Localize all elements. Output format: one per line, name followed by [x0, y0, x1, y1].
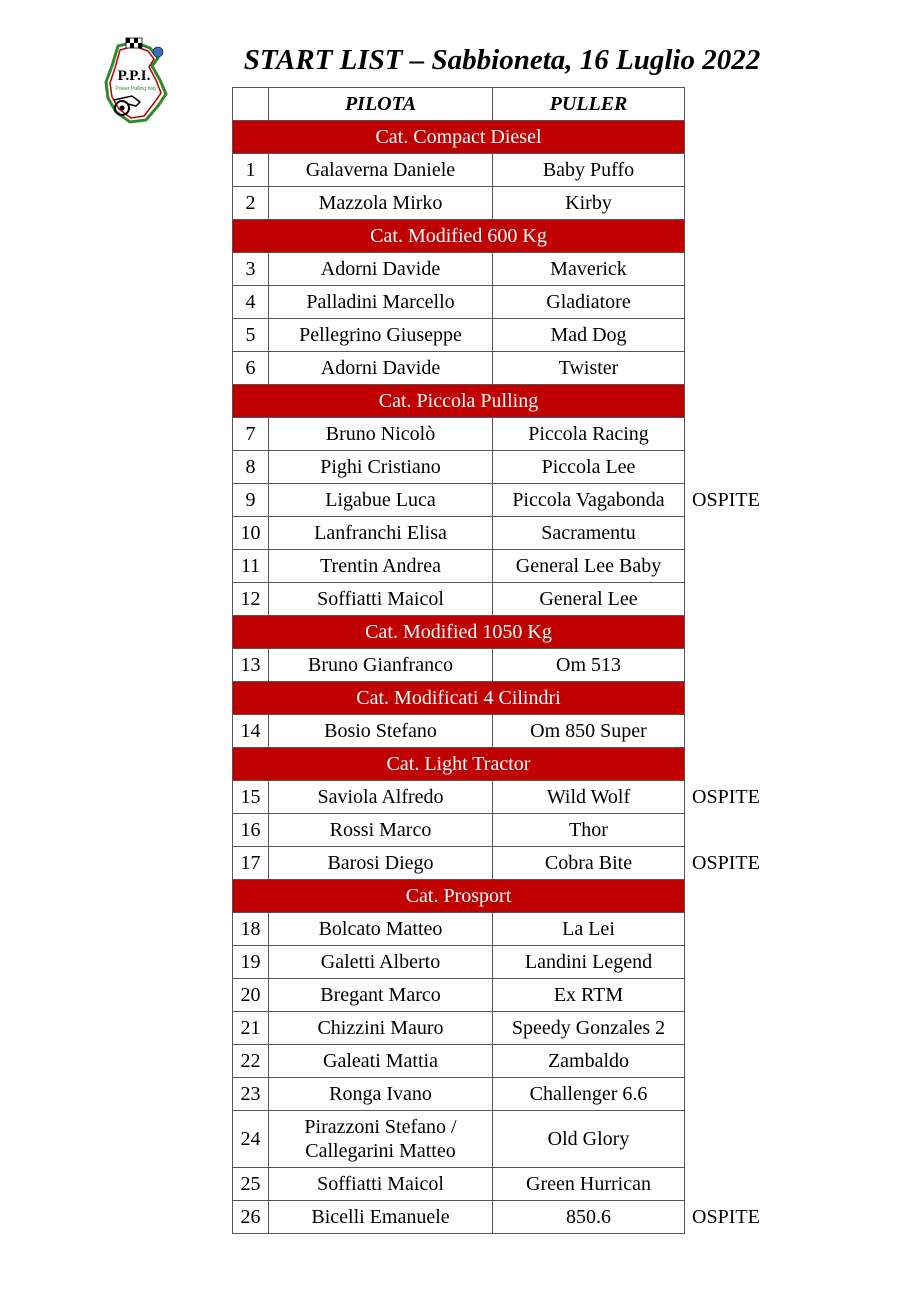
- cell-num: 8: [233, 451, 269, 484]
- table-row: [233, 418, 685, 451]
- cell-pilota: Lanfranchi Elisa: [269, 517, 493, 550]
- table-row: [233, 814, 685, 847]
- table-row: [233, 1168, 685, 1201]
- header-row: [233, 88, 685, 121]
- cell-puller: Challenger 6.6: [493, 1078, 685, 1111]
- cell-num: 5: [233, 319, 269, 352]
- cell-puller: Ex RTM: [493, 979, 685, 1012]
- cell-pilota: Mazzola Mirko: [269, 187, 493, 220]
- table-row: [233, 1201, 685, 1234]
- table-row: [233, 1111, 685, 1168]
- cell-puller: Gladiatore: [493, 286, 685, 319]
- category-label: Cat. Modified 1050 Kg: [233, 616, 685, 649]
- category-row: [233, 121, 685, 154]
- cell-pilota: Ronga Ivano: [269, 1078, 493, 1111]
- table-row: [233, 352, 685, 385]
- cell-num: 11: [233, 550, 269, 583]
- category-row: [233, 220, 685, 253]
- table-row: [233, 649, 685, 682]
- cell-pilota: Galetti Alberto: [269, 946, 493, 979]
- ppi-logo: [100, 36, 174, 126]
- header-pilota: PILOTA: [269, 88, 493, 121]
- cell-pilota: Bicelli Emanuele: [269, 1201, 493, 1234]
- cell-num: 23: [233, 1078, 269, 1111]
- cell-puller: Piccola Racing: [493, 418, 685, 451]
- header-puller: PULLER: [493, 88, 685, 121]
- page-title: START LIST – Sabbioneta, 16 Luglio 2022: [243, 44, 761, 76]
- cell-puller: Twister: [493, 352, 685, 385]
- cell-num: 4: [233, 286, 269, 319]
- table-row: [233, 517, 685, 550]
- cell-pilota: Palladini Marcello: [269, 286, 493, 319]
- table-row: [233, 913, 685, 946]
- category-label: Cat. Compact Diesel: [233, 121, 685, 154]
- header-num: [233, 88, 269, 121]
- guest-note: OSPITE: [692, 785, 760, 808]
- cell-pilota: Bolcato Matteo: [269, 913, 493, 946]
- table-row: [233, 319, 685, 352]
- cell-puller: Speedy Gonzales 2: [493, 1012, 685, 1045]
- cell-num: 17: [233, 847, 269, 880]
- cell-num: 7: [233, 418, 269, 451]
- cell-puller: Cobra Bite: [493, 847, 685, 880]
- cell-puller: Thor: [493, 814, 685, 847]
- cell-puller: Kirby: [493, 187, 685, 220]
- table-row: [233, 979, 685, 1012]
- cell-pilota: Bosio Stefano: [269, 715, 493, 748]
- cell-puller: Sacramentu: [493, 517, 685, 550]
- category-label: Cat. Light Tractor: [233, 748, 685, 781]
- cell-pilota: Pighi Cristiano: [269, 451, 493, 484]
- table-row: [233, 187, 685, 220]
- cell-num: 14: [233, 715, 269, 748]
- category-row: [233, 682, 685, 715]
- cell-num: 10: [233, 517, 269, 550]
- cell-puller: 850.6: [493, 1201, 685, 1234]
- cell-num: 25: [233, 1168, 269, 1201]
- cell-pilota: Pellegrino Giuseppe: [269, 319, 493, 352]
- cell-pilota: Saviola Alfredo: [269, 781, 493, 814]
- cell-pilota: Pirazzoni Stefano / Callegarini Matteo: [269, 1111, 493, 1168]
- svg-text:P.P.I.: P.P.I.: [117, 68, 151, 84]
- table-row: [233, 550, 685, 583]
- cell-num: 9: [233, 484, 269, 517]
- table-row: [233, 154, 685, 187]
- cell-puller: Piccola Lee: [493, 451, 685, 484]
- table-row: [233, 847, 685, 880]
- category-row: [233, 385, 685, 418]
- cell-puller: Landini Legend: [493, 946, 685, 979]
- cell-pilota: Bregant Marco: [269, 979, 493, 1012]
- cell-puller: Om 850 Super: [493, 715, 685, 748]
- cell-num: 13: [233, 649, 269, 682]
- table-row: [233, 715, 685, 748]
- guest-note: OSPITE: [692, 1205, 760, 1228]
- cell-pilota: Bruno Nicolò: [269, 418, 493, 451]
- category-row: [233, 880, 685, 913]
- cell-num: 21: [233, 1012, 269, 1045]
- cell-num: 18: [233, 913, 269, 946]
- table-row: [233, 451, 685, 484]
- table-row: [233, 1045, 685, 1078]
- start-list-table: [232, 87, 685, 1234]
- cell-pilota: Ligabue Luca: [269, 484, 493, 517]
- cell-pilota: Adorni Davide: [269, 352, 493, 385]
- cell-num: 19: [233, 946, 269, 979]
- table-row: [233, 1012, 685, 1045]
- cell-num: 16: [233, 814, 269, 847]
- cell-num: 20: [233, 979, 269, 1012]
- cell-pilota: Galaverna Daniele: [269, 154, 493, 187]
- table-row: [233, 286, 685, 319]
- table-row: [233, 946, 685, 979]
- cell-pilota: Barosi Diego: [269, 847, 493, 880]
- category-row: [233, 748, 685, 781]
- cell-puller: Zambaldo: [493, 1045, 685, 1078]
- cell-puller: Old Glory: [493, 1111, 685, 1168]
- cell-puller: Maverick: [493, 253, 685, 286]
- table-row: [233, 583, 685, 616]
- cell-num: 26: [233, 1201, 269, 1234]
- cell-puller: General Lee: [493, 583, 685, 616]
- cell-puller: Green Hurrican: [493, 1168, 685, 1201]
- category-label: Cat. Modified 600 Kg: [233, 220, 685, 253]
- cell-pilota: Trentin Andrea: [269, 550, 493, 583]
- table-row: [233, 253, 685, 286]
- cell-pilota: Chizzini Mauro: [269, 1012, 493, 1045]
- cell-pilota: Rossi Marco: [269, 814, 493, 847]
- cell-num: 2: [233, 187, 269, 220]
- guest-note: OSPITE: [692, 851, 760, 874]
- cell-num: 6: [233, 352, 269, 385]
- cell-num: 22: [233, 1045, 269, 1078]
- cell-puller: Baby Puffo: [493, 154, 685, 187]
- cell-puller: Piccola Vagabonda: [493, 484, 685, 517]
- cell-puller: Om 513: [493, 649, 685, 682]
- table-row: [233, 484, 685, 517]
- category-label: Cat. Modificati 4 Cilindri: [233, 682, 685, 715]
- table-row: [233, 781, 685, 814]
- cell-puller: General Lee Baby: [493, 550, 685, 583]
- cell-num: 1: [233, 154, 269, 187]
- cell-pilota: Soffiatti Maicol: [269, 1168, 493, 1201]
- category-label: Cat. Prosport: [233, 880, 685, 913]
- cell-pilota: Adorni Davide: [269, 253, 493, 286]
- cell-num: 3: [233, 253, 269, 286]
- cell-num: 12: [233, 583, 269, 616]
- category-label: Cat. Piccola Pulling: [233, 385, 685, 418]
- cell-puller: La Lei: [493, 913, 685, 946]
- category-row: [233, 616, 685, 649]
- cell-pilota: Galeati Mattia: [269, 1045, 493, 1078]
- cell-num: 15: [233, 781, 269, 814]
- cell-puller: Mad Dog: [493, 319, 685, 352]
- cell-puller: Wild Wolf: [493, 781, 685, 814]
- cell-pilota: Bruno Gianfranco: [269, 649, 493, 682]
- cell-num: 24: [233, 1111, 269, 1168]
- cell-pilota: Soffiatti Maicol: [269, 583, 493, 616]
- table-row: [233, 1078, 685, 1111]
- svg-text:Power Pulling Italy: Power Pulling Italy: [115, 86, 157, 92]
- guest-note: OSPITE: [692, 488, 760, 511]
